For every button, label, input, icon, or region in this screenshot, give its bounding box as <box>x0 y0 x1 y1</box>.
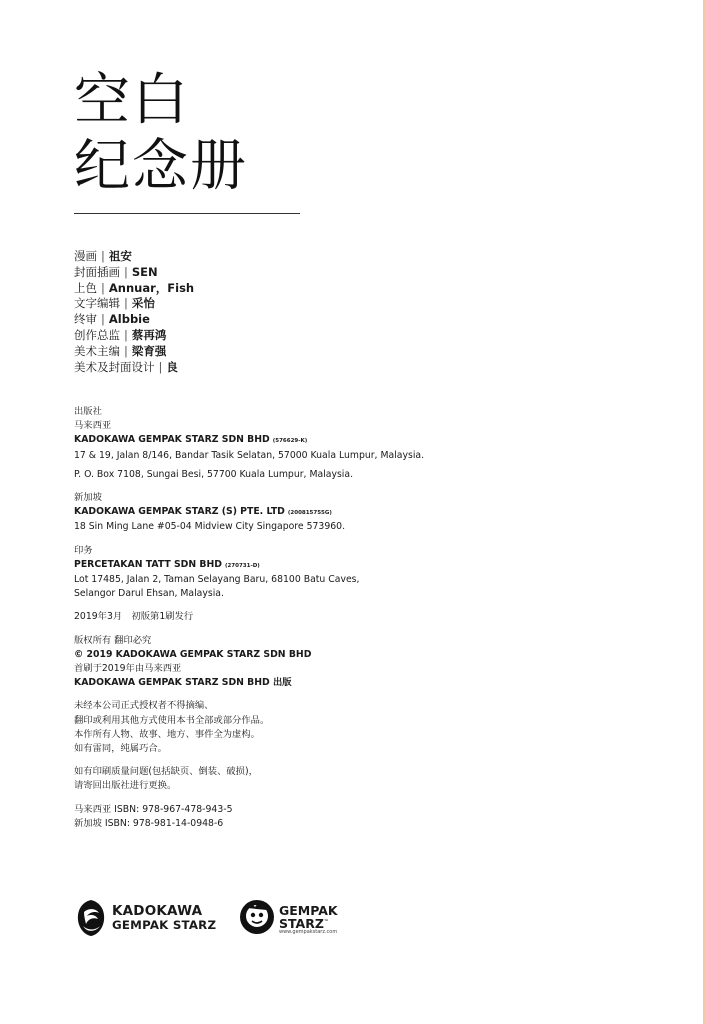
credit-name: 蔡再鸿 <box>131 327 167 342</box>
gempak-starz-logo <box>239 895 359 943</box>
credit-separator: | <box>124 343 128 358</box>
company-name: PERCETAKAN TATT SDN BHD <box>74 558 222 570</box>
kadokawa-gempak-starz-logo <box>74 895 224 943</box>
credit-row <box>74 328 194 344</box>
credit-role: 美术及封面设计 <box>74 359 155 374</box>
credit-row <box>74 265 194 281</box>
printer-address-2: Selangor Darul Ehsan, Malaysia. <box>74 588 224 600</box>
copyright-line-1: 版权所有 翻印必究 <box>74 634 152 646</box>
registration-number: (576629-K) <box>272 438 308 445</box>
publisher-heading: 出版社 <box>74 406 102 417</box>
publisher-malaysia-pobox: P. O. Box 7108, Sungai Besi, 57700 Kuala Lumpur, Malaysia. <box>74 468 354 480</box>
publisher-singapore-address: 18 Sin Ming Lane #05-04 Midview City Singapore 573960. <box>74 521 346 533</box>
credit-name: SEN <box>131 264 158 279</box>
credit-role: 创作总监 <box>74 327 120 342</box>
printer-heading: 印务 <box>74 544 93 556</box>
credits-list <box>74 249 194 375</box>
credit-row <box>74 312 194 328</box>
registration-number: (270731-D) <box>224 562 260 569</box>
publication-info <box>74 405 674 831</box>
defects-line-1: 如有印刷质量问题(包括缺页、倒装、破损)， <box>74 766 258 778</box>
starz-text: STARZ <box>279 916 324 931</box>
printer-company <box>74 558 674 573</box>
gempak-logo-text: GEMPAK <box>279 903 338 918</box>
credit-role: 封面插画 <box>74 264 120 279</box>
company-name: KADOKAWA GEMPAK STARZ (S) PTE. LTD <box>74 506 285 518</box>
credit-name: 采怡 <box>131 296 155 311</box>
credit-row <box>74 344 194 360</box>
trademark-mark: ™ <box>323 918 329 925</box>
publisher-malaysia-address: 17 & 19, Jalan 8/146, Bandar Tasik Selatan, 57000 Kuala Lumpur, Malaysia. <box>74 449 425 461</box>
credit-separator: | <box>124 296 128 311</box>
gempak-url: www.gempakstarz.com <box>279 929 338 935</box>
registration-number: (200815755G) <box>287 510 332 517</box>
credit-role: 漫画 <box>74 249 97 263</box>
credit-name: 梁育强 <box>131 343 167 358</box>
credit-row <box>74 281 194 297</box>
book-title <box>74 68 248 200</box>
credit-name: 祖安 <box>108 249 132 263</box>
isbn-malaysia: 马来西亚 ISBN: 978-967-478-943-5 <box>74 803 233 815</box>
credit-role: 美术主编 <box>74 343 120 358</box>
copyright-line-2: © 2019 KADOKAWA GEMPAK STARZ SDN BHD <box>74 648 312 660</box>
publisher-malaysia-label: 马来西亚 <box>74 420 112 432</box>
notice-line-3: 本作所有人物、故事、地方、事件全为虚构。 <box>74 728 260 740</box>
notice-line-1: 未经本公司正式授权者不得摘编、 <box>74 700 214 712</box>
publisher-singapore-label: 新加坡 <box>74 492 102 504</box>
credit-name: Annuar，Fish <box>108 280 195 295</box>
notice-line-4: 如有雷同，纯属巧合。 <box>74 743 167 755</box>
mascot-logo-icon <box>239 899 275 935</box>
publisher-logos <box>74 895 374 945</box>
title-line-1: 空白 <box>74 68 190 133</box>
copyright-line-4: KADOKAWA GEMPAK STARZ SDN BHD 出版 <box>74 677 292 689</box>
credit-row <box>74 296 194 312</box>
notice-line-2: 翻印或利用其他方式使用本书全部或部分作品。 <box>74 714 270 726</box>
phoenix-logo-icon <box>74 898 108 938</box>
defects-line-2: 请寄回出版社进行更换。 <box>74 780 177 792</box>
credit-separator: | <box>124 327 128 342</box>
credit-role: 终审 <box>74 312 97 327</box>
kadokawa-logo-text: KADOKAWA <box>112 903 203 919</box>
edition-line: 2019年3月 初版第1刷发行 <box>74 611 194 623</box>
printer-address-1: Lot 17485, Jalan 2, Taman Selayang Baru, 68100 Batu Caves, <box>74 574 360 586</box>
isbn-singapore: 新加坡 ISBN: 978-981-14-0948-6 <box>74 817 224 829</box>
credit-role: 文字编辑 <box>74 296 120 311</box>
credit-row <box>74 249 194 265</box>
credit-separator: | <box>124 264 128 279</box>
credit-role: 上色 <box>74 280 97 295</box>
publisher-malaysia-company <box>74 433 674 448</box>
title-line-2: 纪念册 <box>74 134 248 199</box>
credit-separator: | <box>101 312 105 327</box>
credit-name: Albbie <box>108 312 150 327</box>
credit-separator: | <box>101 280 105 295</box>
title-underline <box>74 213 300 214</box>
copyright-line-3: 首刷于2019年由马来西亚 <box>74 663 182 675</box>
gempak-starz-logo-text: GEMPAK STARZ <box>112 918 217 932</box>
publisher-singapore-company <box>74 505 674 520</box>
credit-separator: | <box>158 359 163 374</box>
credit-row <box>74 360 194 376</box>
credit-separator: | <box>101 249 105 263</box>
company-name: KADOKAWA GEMPAK STARZ SDN BHD <box>74 434 270 446</box>
credit-name: 良 <box>166 359 178 374</box>
